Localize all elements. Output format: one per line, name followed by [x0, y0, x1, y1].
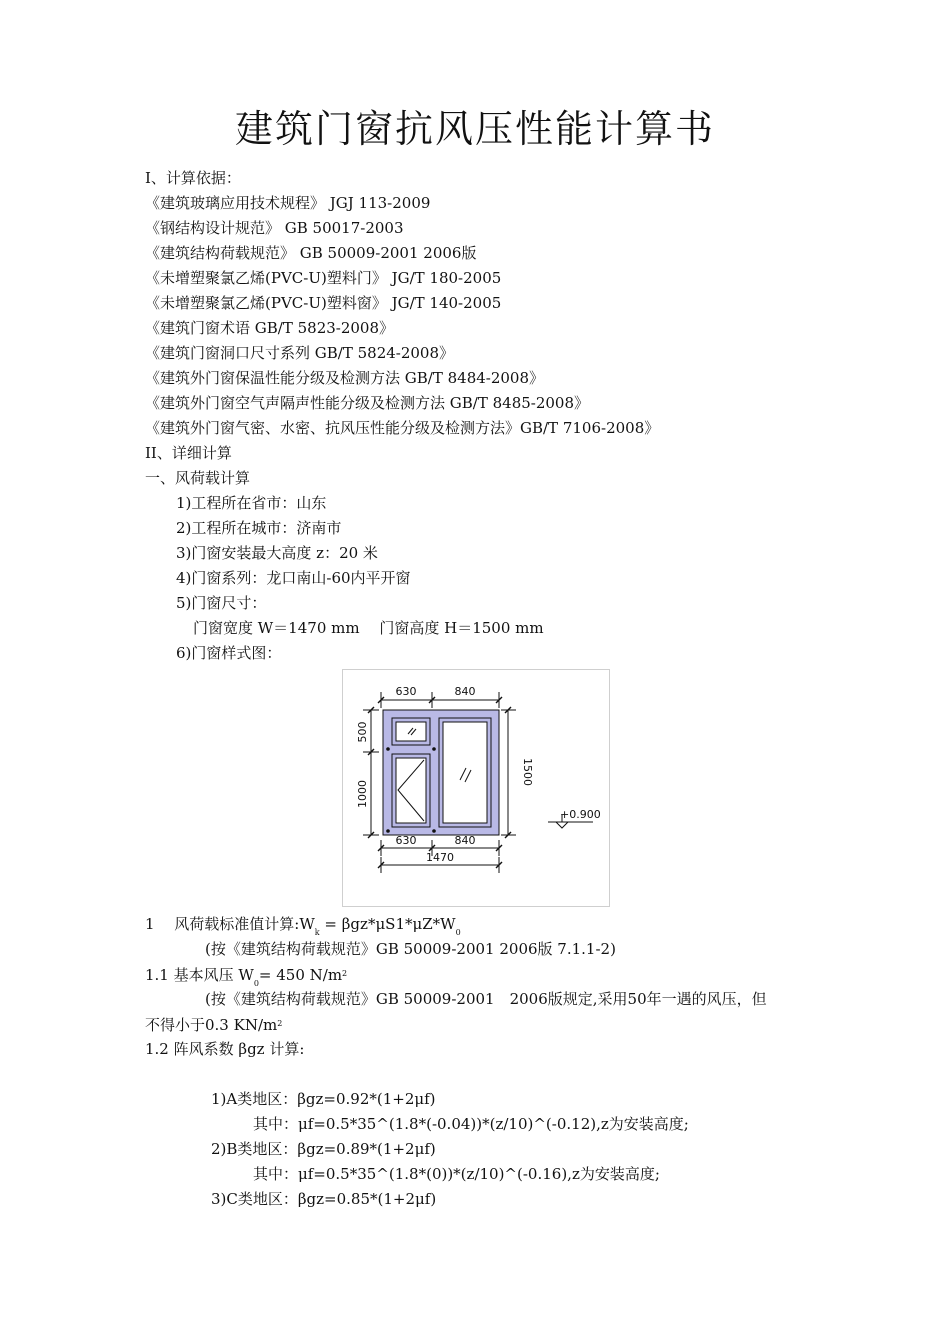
window-style-label: 6)门窗样式图： [176, 644, 282, 662]
document-title: 建筑门窗抗风压性能计算书 [234, 107, 715, 151]
reference-steel-code: 《钢结构设计规范》 GB 50017-2003 [145, 219, 404, 237]
window-size-label: 5)门窗尺寸： [176, 594, 267, 612]
window-frame [383, 710, 499, 835]
gust-coefficient-heading: 1.2 阵风系数 βgz 计算: [145, 1040, 305, 1058]
class-b-formula: 2)B类地区：βgz=0.89*(1+2μf) [211, 1140, 436, 1158]
dim-upper-height: 500 [356, 721, 369, 743]
reference-opening-size: 《建筑门窗洞口尺寸系列 GB/T 5824-2008》 [145, 344, 455, 362]
section-detail-heading: II、详细计算 [145, 444, 232, 462]
window-size-values: 门窗宽度 W＝1470 mm 门窗高度 H＝1500 mm [193, 619, 544, 637]
reference-load-code: 《建筑结构荷载规范》 GB 50009-2001 2006版 [145, 244, 477, 262]
reference-acoustic: 《建筑外门窗空气声隔声性能分级及检测方法 GB/T 8485-2008》 [145, 394, 590, 412]
formula-reference: (按《建筑结构荷载规范》GB 50009-2001 2006版 7.1.1-2) [205, 940, 616, 958]
dim-lower-height: 1000 [356, 780, 369, 808]
reference-thermal: 《建筑外门窗保温性能分级及检测方法 GB/T 8484-2008》 [145, 369, 545, 387]
window-series: 4)门窗系列：龙口南山-60内平开窗 [176, 569, 411, 587]
elevation-label: +0.900 [560, 808, 601, 821]
install-height: 3)门窗安装最大高度 z：20 米 [176, 544, 378, 562]
reference-glass-code: 《建筑玻璃应用技术规程》 JGJ 113-2009 [145, 194, 431, 212]
reference-pvc-door: 《未增塑聚氯乙烯(PVC-U)塑料门》 JG/T 180-2005 [145, 269, 502, 287]
dim-bottom-right: 840 [454, 834, 476, 847]
class-c-formula: 3)C类地区：βgz=0.85*(1+2μf) [211, 1190, 437, 1208]
project-province: 1)工程所在省市：山东 [176, 494, 327, 512]
reference-pvc-window: 《未增塑聚氯乙烯(PVC-U)塑料窗》 JG/T 140-2005 [145, 294, 502, 312]
wind-pressure-note-cont: 不得小于0.3 $KN/m^2$ [145, 1016, 283, 1034]
section-basis-heading: I、计算依据： [145, 169, 241, 187]
window-style-diagram [342, 669, 610, 907]
dim-bottom-left: 630 [395, 834, 417, 847]
lower-casement-pane [396, 758, 426, 823]
class-a-detail: 其中：μf=0.5*35^(1.8*(-0.04))*(z/10)^(-0.12),z为安装高度; [253, 1115, 689, 1133]
reference-airtight: 《建筑外门窗气密、水密、抗风压性能分级及检测方法》GB/T 7106-2008》 [145, 419, 660, 437]
reference-terminology: 《建筑门窗术语 GB/T 5823-2008》 [145, 319, 395, 337]
wind-pressure-note: (按《建筑结构荷载规范》GB 50009-2001 2006版规定,采用50年一遇的风压，但 [205, 990, 767, 1008]
dim-top-right: 840 [454, 685, 476, 698]
class-a-formula: 1)A类地区：βgz=0.92*(1+2μf) [211, 1090, 436, 1108]
class-b-detail: 其中：μf=0.5*35^(1.8*(0))*(z/10)^(-0.16),z为安装高度; [253, 1165, 660, 1183]
wind-standard-formula: 1 风荷载标准值计算$:W_k = \beta gz*\mu S1*\mu Z*W_0$ [145, 915, 461, 937]
basic-wind-pressure: 1.1 基本风压 $W_0= 450$ $N/m^2$ [145, 966, 348, 988]
upper-fixed-pane [396, 722, 426, 741]
dim-total-height: 1500 [521, 758, 534, 786]
wind-load-heading: 一、风荷载计算 [145, 469, 251, 487]
dim-total-width: 1470 [426, 851, 454, 864]
project-city: 2)工程所在城市：济南市 [176, 519, 342, 537]
right-fixed-pane [443, 722, 487, 823]
dim-top-left: 630 [395, 685, 417, 698]
